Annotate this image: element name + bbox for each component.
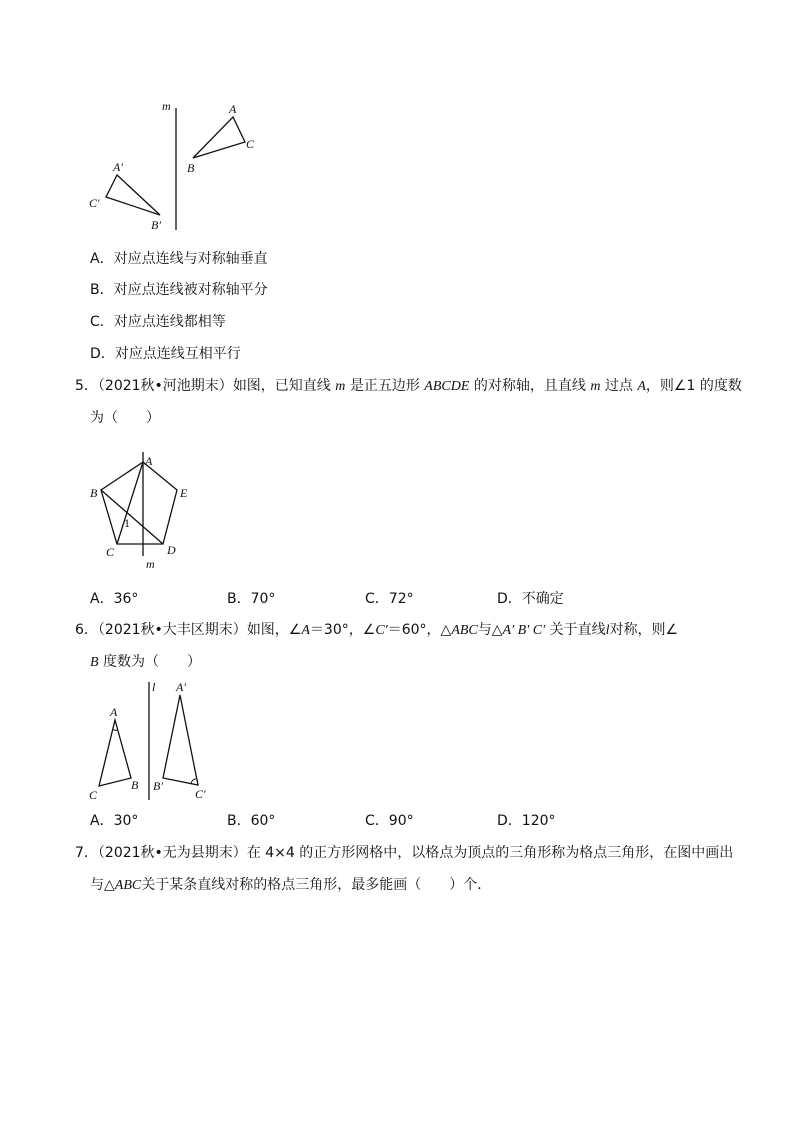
q4-option-a-letter: A． <box>90 251 114 267</box>
q5-stem-text-3: 的对称轴，且直线 <box>473 378 586 394</box>
q6-option-c-letter: C． <box>365 813 389 829</box>
q6-option-a-letter: A． <box>90 813 114 829</box>
q6-option-d-letter: D． <box>497 813 522 829</box>
q4-option-b[interactable] <box>90 280 268 300</box>
figure-q4-reflection <box>80 95 270 240</box>
q6-option-a[interactable] <box>90 811 138 831</box>
q7-var-abc: ABC <box>114 878 142 893</box>
triangle-abc-prime <box>106 175 160 215</box>
q4-option-d-text: 对应点连线互相平行 <box>114 346 241 362</box>
q4-option-c-letter: C． <box>90 314 114 330</box>
q6-number: 6． <box>75 622 98 638</box>
q5-stem-text-4: 过点 <box>604 378 633 394</box>
q4-option-a-text: 对应点连线与对称轴垂直 <box>113 251 268 267</box>
label-a-prime: A′ <box>176 680 186 694</box>
q5-option-d[interactable] <box>497 589 564 609</box>
q4-option-c[interactable] <box>90 312 226 332</box>
q6-stem-text-6: 对称，则∠ <box>609 622 679 638</box>
label-c: C <box>89 788 98 802</box>
q4-option-d[interactable] <box>90 344 241 364</box>
label-b-prime: B′ <box>151 218 161 232</box>
q4-option-b-letter: B． <box>90 282 114 298</box>
q5-var-m2: m <box>590 379 601 394</box>
figure-q5-pentagon <box>85 448 200 578</box>
figure-q6-triangles <box>85 678 215 803</box>
q6-stem-text-7: 度数为（ ） <box>103 654 202 670</box>
q6-option-b-letter: B． <box>227 813 251 829</box>
q5-option-a-letter: A． <box>90 591 114 607</box>
q5-option-b[interactable] <box>227 589 275 609</box>
q6-option-d-text: 120° <box>521 813 556 829</box>
q7-stem-line2 <box>90 875 491 896</box>
q6-var-abc-prime: A′ B′ C′ <box>502 623 546 638</box>
q5-option-a[interactable] <box>90 589 138 609</box>
q6-var-abc: ABC <box>451 623 478 638</box>
q4-option-d-letter: D． <box>90 346 115 362</box>
q7-stem-text-3: 关于某条直线对称的格点三角形，最多能画（ ）个． <box>141 877 492 893</box>
q6-stem-line2 <box>90 652 201 673</box>
angle-c-prime-arc <box>191 779 196 784</box>
q5-var-m: m <box>335 379 346 394</box>
label-c-prime: C′ <box>195 787 206 801</box>
q5-stem-text: 如图，已知直线 <box>232 378 331 394</box>
q6-stem-text-5: 关于直线 <box>549 622 606 638</box>
q5-option-d-letter: D． <box>497 591 522 607</box>
triangle-abc-prime <box>163 695 198 785</box>
q5-option-d-text: 不确定 <box>521 591 564 607</box>
q4-option-b-text: 对应点连线被对称轴平分 <box>113 282 268 298</box>
label-m: m <box>162 99 171 113</box>
q6-source: （2021秋•大丰区期末） <box>97 622 247 638</box>
q4-option-c-text: 对应点连线都相等 <box>113 314 226 330</box>
q6-option-c[interactable] <box>365 811 414 831</box>
diagonal-ac <box>117 462 143 544</box>
q5-number: 5． <box>75 378 98 394</box>
q5-option-c-letter: C． <box>365 591 389 607</box>
q5-option-b-letter: B． <box>227 591 251 607</box>
q6-stem-text-3: ＝60°，△ <box>387 622 452 638</box>
q5-option-c-text: 72° <box>388 591 414 607</box>
q4-option-a[interactable] <box>90 249 268 269</box>
q7-number: 7． <box>75 845 98 861</box>
q6-var-b: B <box>90 655 99 670</box>
label-l: l <box>152 680 156 694</box>
q6-option-a-text: 30° <box>113 813 139 829</box>
q5-var-a: A <box>637 379 646 394</box>
label-c-prime: C′ <box>89 196 100 210</box>
q5-stem-line1 <box>75 376 742 397</box>
q6-option-c-text: 90° <box>388 813 414 829</box>
label-angle-1: 1 <box>124 516 130 530</box>
q6-stem-line1 <box>75 620 678 641</box>
label-a-prime: A′ <box>113 160 123 174</box>
q6-stem-text: 如图，∠ <box>246 622 302 638</box>
q6-stem-text-2: ＝30°，∠ <box>309 622 376 638</box>
q5-stem-text-5: ，则∠1 的度数 <box>645 378 742 394</box>
q6-var-l: l <box>605 623 610 638</box>
q7-stem-text: 在 4×4 的正方形网格中，以格点为顶点的三角形称为格点三角形，在图中画出 <box>246 845 734 861</box>
angle-a-arc <box>113 730 118 731</box>
label-d: D <box>167 543 176 557</box>
q5-option-b-text: 70° <box>250 591 276 607</box>
q6-option-d[interactable] <box>497 811 556 831</box>
label-b-prime: B′ <box>153 779 163 793</box>
q5-option-a-text: 36° <box>113 591 139 607</box>
label-b: B <box>131 778 139 792</box>
q5-stem-line2: 为（ ） <box>90 410 160 426</box>
label-b: B <box>187 161 195 175</box>
label-a: A <box>145 454 153 468</box>
q5-source: （2021秋•河池期末） <box>97 378 233 394</box>
q6-var-a: A <box>301 623 310 638</box>
label-m: m <box>146 557 155 571</box>
label-c: C <box>246 137 255 151</box>
triangle-abc <box>193 117 245 158</box>
q7-stem-text-2: 与△ <box>90 877 115 893</box>
q5-stem-text-2: 是正五边形 <box>349 378 420 394</box>
q5-option-c[interactable] <box>365 589 414 609</box>
label-c: C <box>106 545 115 559</box>
label-a: A <box>229 102 237 116</box>
q6-option-b[interactable] <box>227 811 275 831</box>
q7-source: （2021秋•无为县期末） <box>97 845 247 861</box>
q7-stem-line1 <box>75 843 733 863</box>
q5-var-abcde: ABCDE <box>424 379 470 394</box>
q6-stem-text-4: 与△ <box>477 622 503 638</box>
label-a: A <box>110 705 118 719</box>
label-e: E <box>180 486 188 500</box>
q6-option-b-text: 60° <box>250 813 276 829</box>
q6-var-c-prime: C′ <box>375 623 388 638</box>
label-b: B <box>90 486 98 500</box>
